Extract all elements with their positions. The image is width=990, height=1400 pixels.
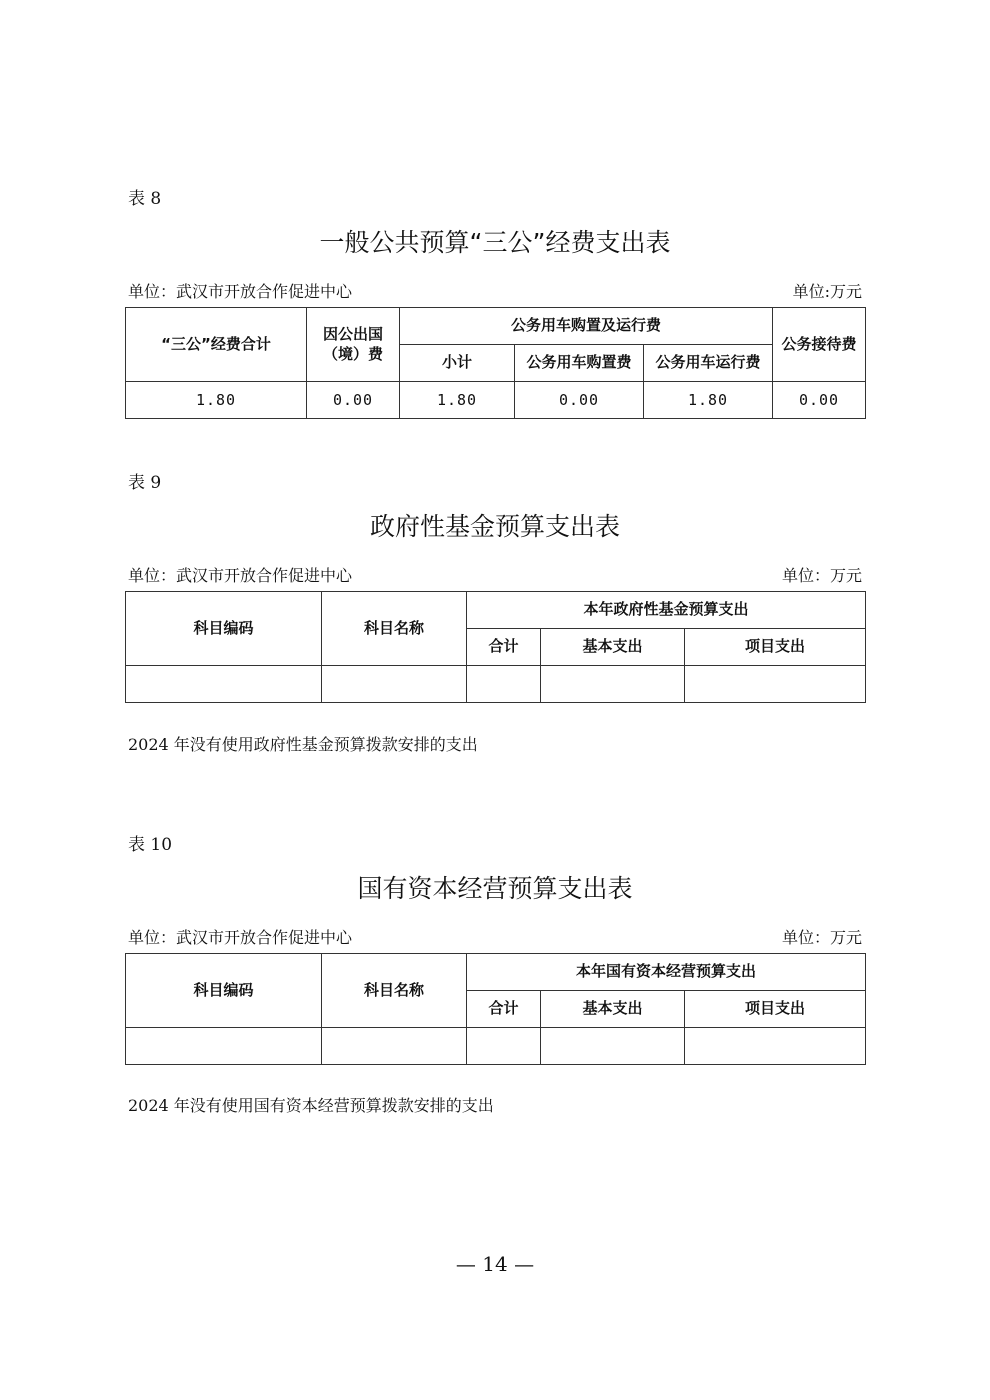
table8-unit-currency: 单位:万元	[792, 282, 862, 301]
header-vehicle-subtotal: 小计	[400, 345, 515, 382]
table-row	[126, 666, 866, 703]
header-subject-code: 科目编码	[126, 592, 322, 666]
table8-label: 表 8	[128, 189, 162, 209]
table8-title: 一般公共预算“三公”经费支出表	[319, 228, 671, 257]
header-project-expenditure: 项目支出	[685, 991, 866, 1028]
table-row	[126, 382, 866, 419]
header-project-expenditure: 项目支出	[685, 629, 866, 666]
empty-cell	[126, 1028, 322, 1065]
empty-cell	[322, 666, 467, 703]
value-reception-expense: 0.00	[773, 382, 866, 419]
table10-unit-org: 单位：武汉市开放合作促进中心	[128, 928, 353, 947]
header-basic-expenditure: 基本支出	[541, 629, 685, 666]
value-vehicle-subtotal: 1.80	[400, 382, 515, 419]
table9-unit-org: 单位：武汉市开放合作促进中心	[128, 566, 353, 585]
empty-cell	[467, 1028, 541, 1065]
state-capital-table	[125, 953, 866, 1065]
header-subject-name: 科目名称	[322, 592, 467, 666]
header-capital-expenditure: 本年国有资本经营预算支出	[467, 954, 866, 991]
table10-label: 表 10	[128, 835, 173, 855]
header-vehicle-operation: 公务用车运行费	[644, 345, 773, 382]
government-fund-table	[125, 591, 866, 703]
value-vehicle-operation: 1.80	[644, 382, 773, 419]
header-reception-expense: 公务接待费	[773, 308, 866, 382]
header-three-public-total: “三公”经费合计	[126, 308, 307, 382]
empty-cell	[541, 666, 685, 703]
header-abroad-expense: 因公出国（境）费	[307, 308, 400, 382]
header-basic-expenditure: 基本支出	[541, 991, 685, 1028]
empty-cell	[685, 1028, 866, 1065]
empty-cell	[685, 666, 866, 703]
value-vehicle-purchase: 0.00	[515, 382, 644, 419]
value-three-public-total: 1.80	[126, 382, 307, 419]
value-abroad-expense: 0.00	[307, 382, 400, 419]
table9-note: 2024 年没有使用政府性基金预算拨款安排的支出	[128, 735, 478, 754]
page-number: — 14 —	[455, 1252, 535, 1276]
empty-cell	[541, 1028, 685, 1065]
table8-unit-org: 单位：武汉市开放合作促进中心	[128, 282, 353, 301]
table-row	[126, 1028, 866, 1065]
header-subject-name: 科目名称	[322, 954, 467, 1028]
table9-title: 政府性基金预算支出表	[369, 512, 620, 541]
header-vehicle-expense: 公务用车购置及运行费	[400, 308, 773, 345]
table10-unit-currency: 单位：万元	[781, 928, 862, 947]
table9-label: 表 9	[128, 473, 162, 493]
three-public-expenses-table	[125, 307, 866, 419]
table10-title: 国有资本经营预算支出表	[357, 874, 633, 903]
empty-cell	[467, 666, 541, 703]
table9-unit-currency: 单位：万元	[781, 566, 862, 585]
header-vehicle-purchase: 公务用车购置费	[515, 345, 644, 382]
header-total: 合计	[467, 991, 541, 1028]
header-total: 合计	[467, 629, 541, 666]
table10-note: 2024 年没有使用国有资本经营预算拨款安排的支出	[128, 1096, 494, 1115]
header-fund-expenditure: 本年政府性基金预算支出	[467, 592, 866, 629]
empty-cell	[322, 1028, 467, 1065]
header-subject-code: 科目编码	[126, 954, 322, 1028]
empty-cell	[126, 666, 322, 703]
